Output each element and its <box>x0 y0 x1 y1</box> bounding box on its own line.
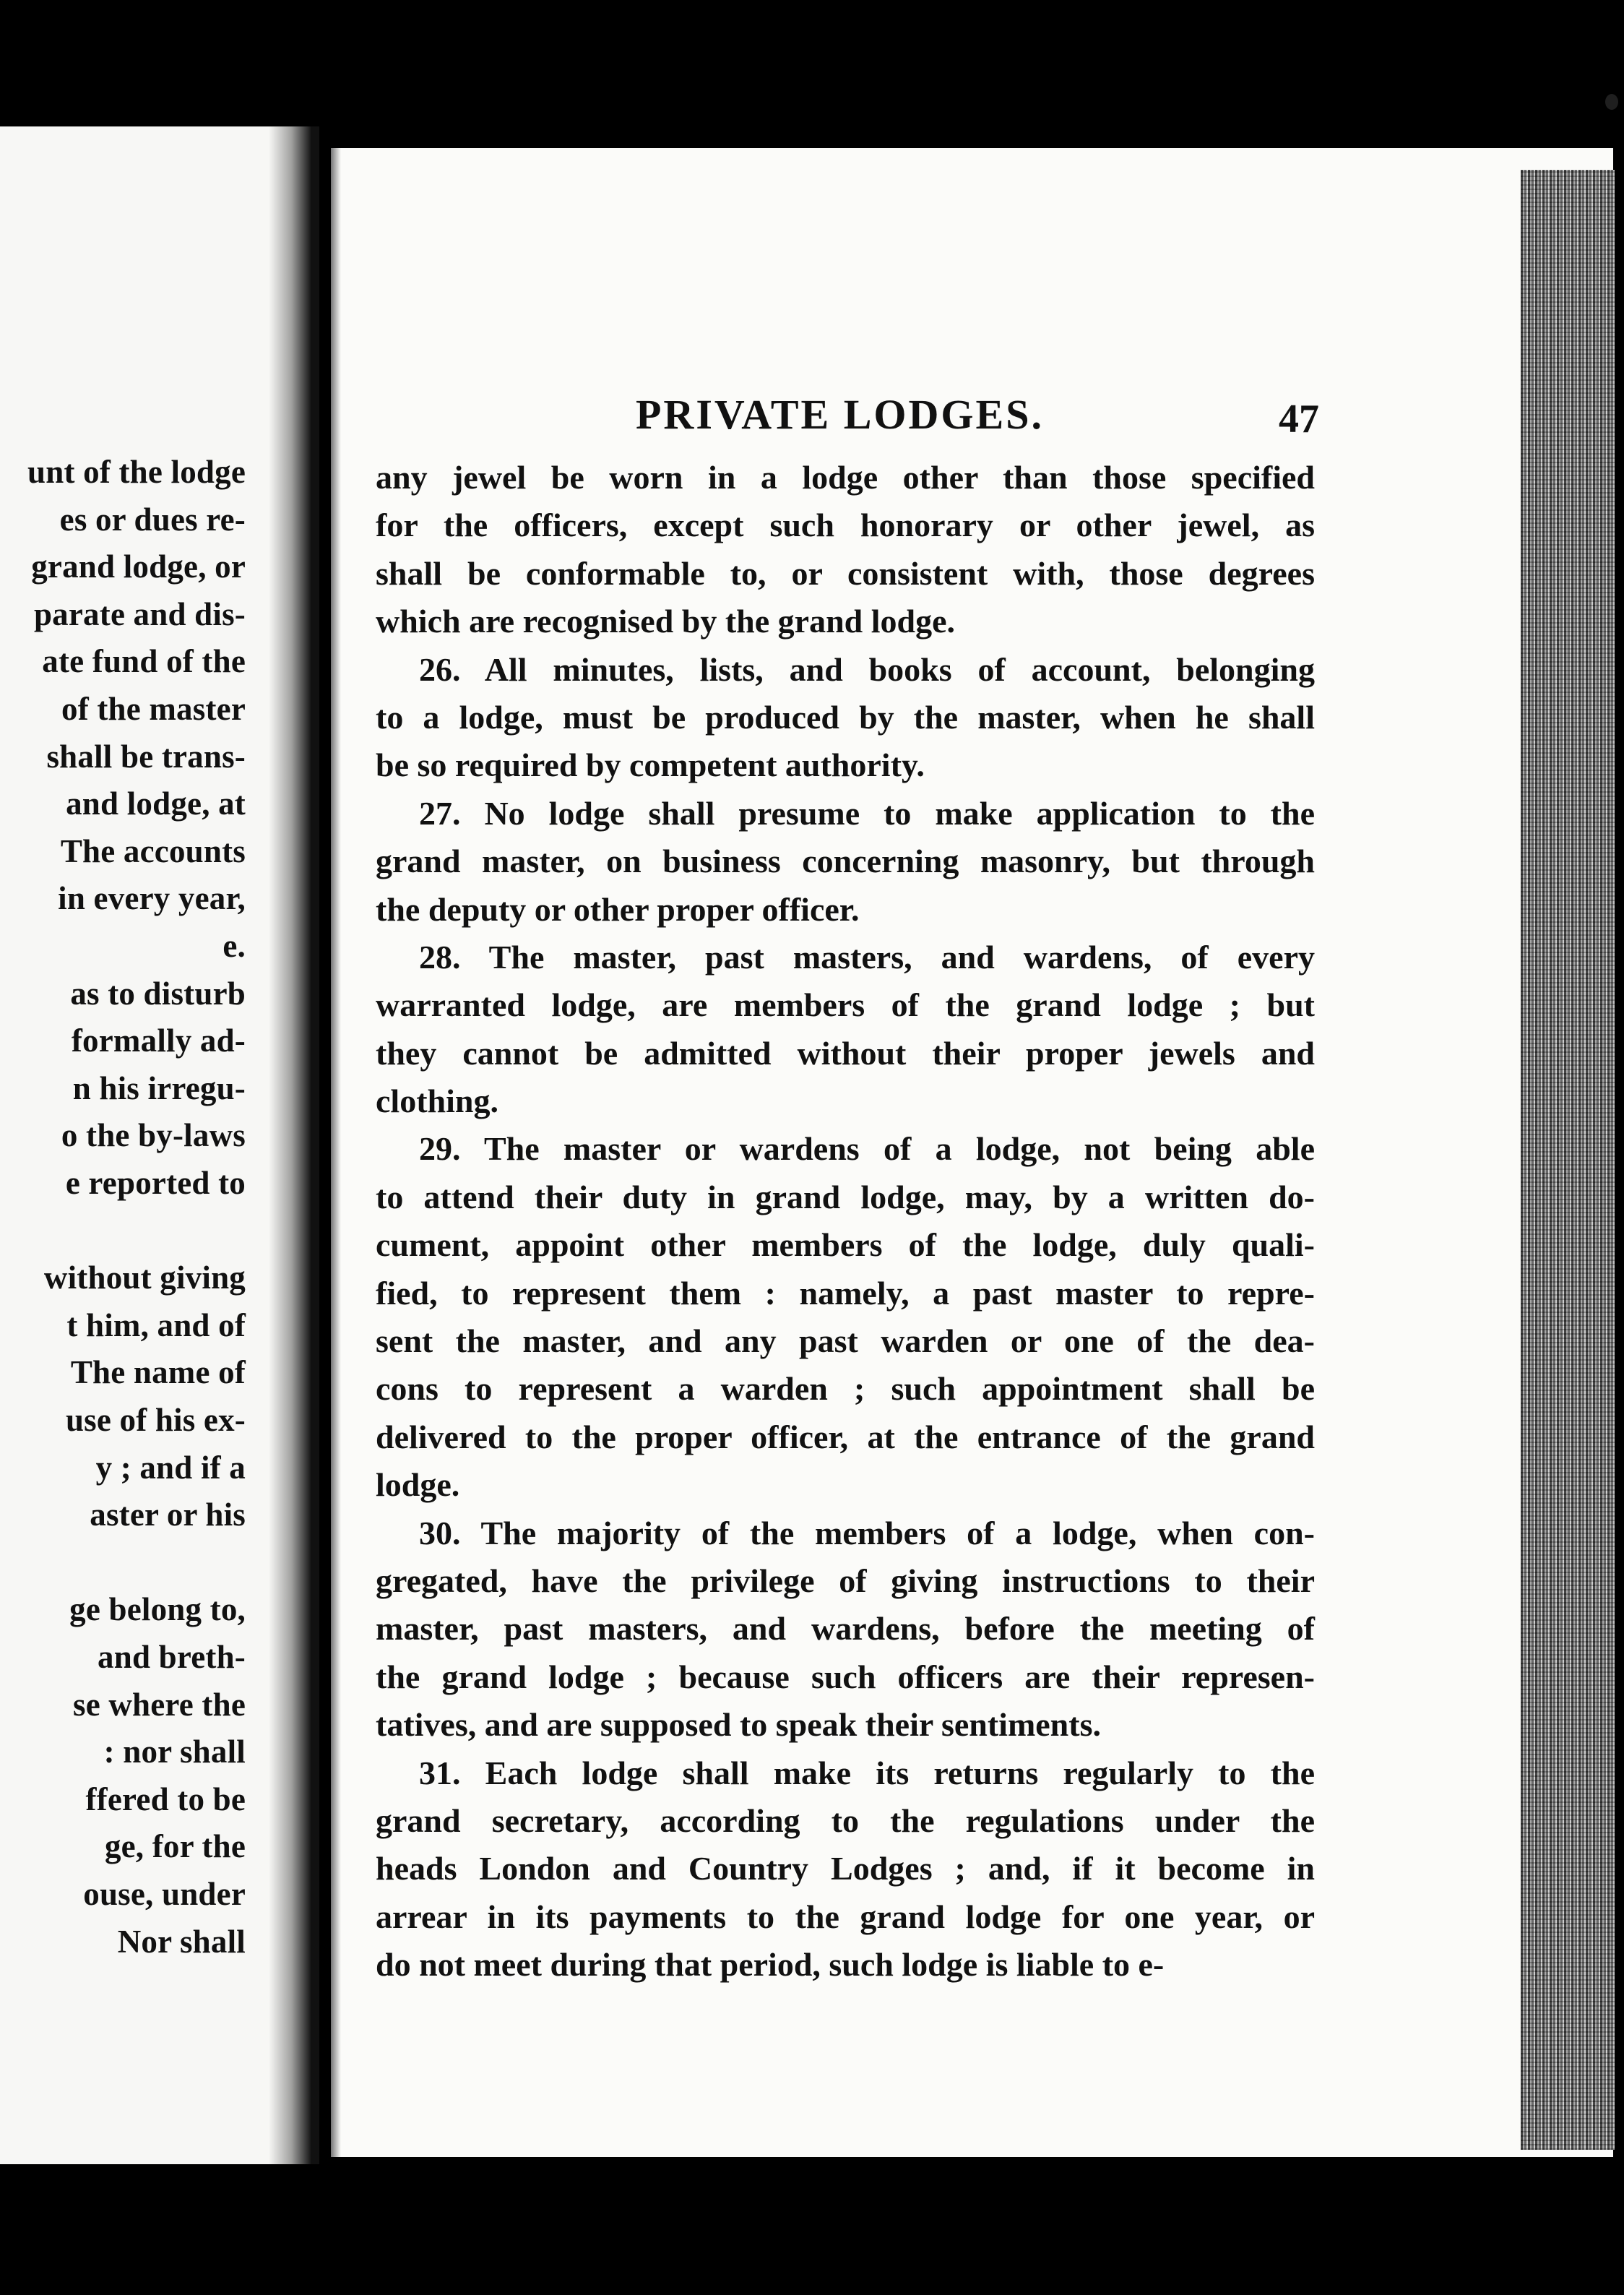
scan-speck <box>1605 94 1618 110</box>
left-page-line: of the master <box>61 691 246 727</box>
left-page-line: shall be trans- <box>46 738 246 775</box>
body-text-line: lodge. <box>376 1466 460 1504</box>
body-text-line: do not meet during that period, such lodge is liable to e- <box>376 1946 1165 1984</box>
left-page-line: ouse, under <box>83 1876 246 1912</box>
body-text-line: grand secretary, according to the regulations under the <box>376 1801 1315 1839</box>
left-page-line: grand lodge, or <box>31 548 246 585</box>
left-page-line: as to disturb <box>70 975 246 1012</box>
body-text-line: 26. All minutes, lists, and books of account, belonging <box>419 650 1315 688</box>
left-page-line: use of his ex- <box>65 1402 246 1438</box>
body-text-line: to attend their duty in grand lodge, may, by a written do- <box>376 1178 1315 1215</box>
left-page-line: es or dues re- <box>59 501 246 538</box>
left-page-line: ate fund of the <box>42 643 246 680</box>
left-page-line: in every year, <box>58 880 246 917</box>
page-number: 47 <box>1279 397 1319 442</box>
left-page-line: without giving <box>43 1260 246 1296</box>
body-text-line: shall be conformable to, or consistent with, those degrees <box>376 554 1315 592</box>
body-text-line: master, past masters, and wardens, before the meeting of <box>376 1610 1315 1648</box>
body-text-line: be so required by competent authority. <box>376 746 925 784</box>
body-text-line: 30. The majority of the members of a lodge, when con- <box>419 1514 1315 1551</box>
body-text-line: tatives, and are supposed to speak their sentiments. <box>376 1706 1101 1744</box>
left-page-line: The accounts <box>60 832 246 869</box>
left-page <box>0 126 311 2164</box>
left-page-line: se where the <box>72 1686 246 1723</box>
body-text-line: 31. Each lodge shall make its returns regularly to the <box>419 1754 1315 1791</box>
running-head: PRIVATE LODGES. <box>636 391 1044 438</box>
left-page-line: e reported to <box>65 1165 246 1201</box>
left-page-line: and lodge, at <box>66 785 246 822</box>
book-fore-edge <box>1521 170 1615 2150</box>
left-page-line: n his irregu- <box>72 1069 246 1106</box>
body-text-line: 28. The master, past masters, and wardens, of every <box>419 938 1315 976</box>
page-edge-shadow <box>331 148 341 2157</box>
left-page-line: : nor shall <box>103 1734 246 1770</box>
left-page-line: and breth- <box>98 1639 246 1675</box>
left-page-line: parate and dis- <box>33 595 246 632</box>
left-page-line: ge, for the <box>104 1828 246 1865</box>
left-page-line: formally ad- <box>71 1022 246 1059</box>
body-text-line: sent the master, and any past warden or one of the dea- <box>376 1322 1315 1360</box>
left-page-line: The name of <box>70 1354 246 1391</box>
body-text-line: grand master, on business concerning masonry, but through <box>376 843 1315 880</box>
body-text-line: gregated, have the privilege of giving instructions to their <box>376 1562 1315 1599</box>
body-text-line: for the officers, except such honorary or other jewel, as <box>376 507 1315 544</box>
left-page-line: y ; and if a <box>95 1449 246 1486</box>
left-page-line <box>0 1207 246 1254</box>
left-page-line: ffered to be <box>85 1781 246 1817</box>
body-text-line: to a lodge, must be produced by the master, when he shall <box>376 698 1315 736</box>
body-text-line: 29. The master or wardens of a lodge, not being able <box>419 1130 1315 1168</box>
body-text-line: warranted lodge, are members of the grand lodge ; but <box>376 986 1315 1024</box>
body-text-line: any jewel be worn in a lodge other than those specified <box>376 459 1315 496</box>
page-body-text <box>376 454 1315 1989</box>
body-text-line: the deputy or other proper officer. <box>376 890 860 928</box>
left-page-line: unt of the lodge <box>27 454 246 490</box>
left-page-line: t him, and of <box>66 1306 246 1343</box>
left-page-line: aster or his <box>90 1497 246 1533</box>
body-text-line: 27. No lodge shall presume to make application to the <box>419 794 1315 832</box>
body-text-line: they cannot be admitted without their proper jewels and <box>376 1034 1315 1072</box>
body-text-line: heads London and Country Lodges ; and, if it become in <box>376 1850 1315 1887</box>
body-text-line: cons to represent a warden ; such appointment shall be <box>376 1370 1315 1408</box>
body-text-line: cument, appoint other members of the lodge, duly quali- <box>376 1226 1315 1264</box>
book-gutter-shadow <box>269 126 319 2164</box>
left-page-line: o the by-laws <box>61 1117 246 1154</box>
body-text-line: which are recognised by the grand lodge. <box>376 603 956 640</box>
left-page-line: Nor shall <box>117 1923 246 1960</box>
left-page-line: ge belong to, <box>69 1591 246 1628</box>
body-text-line: clothing. <box>376 1082 498 1120</box>
body-text-line: arrear in its payments to the grand lodge for one year, or <box>376 1898 1315 1935</box>
body-text-line: the grand lodge ; because such officers are their represen- <box>376 1658 1315 1695</box>
left-page-line <box>0 1538 246 1586</box>
left-page-line: e. <box>223 928 246 964</box>
body-text-line: fied, to represent them : namely, a past master to repre- <box>376 1274 1315 1312</box>
body-text-line: delivered to the proper officer, at the entrance of the grand <box>376 1418 1315 1455</box>
